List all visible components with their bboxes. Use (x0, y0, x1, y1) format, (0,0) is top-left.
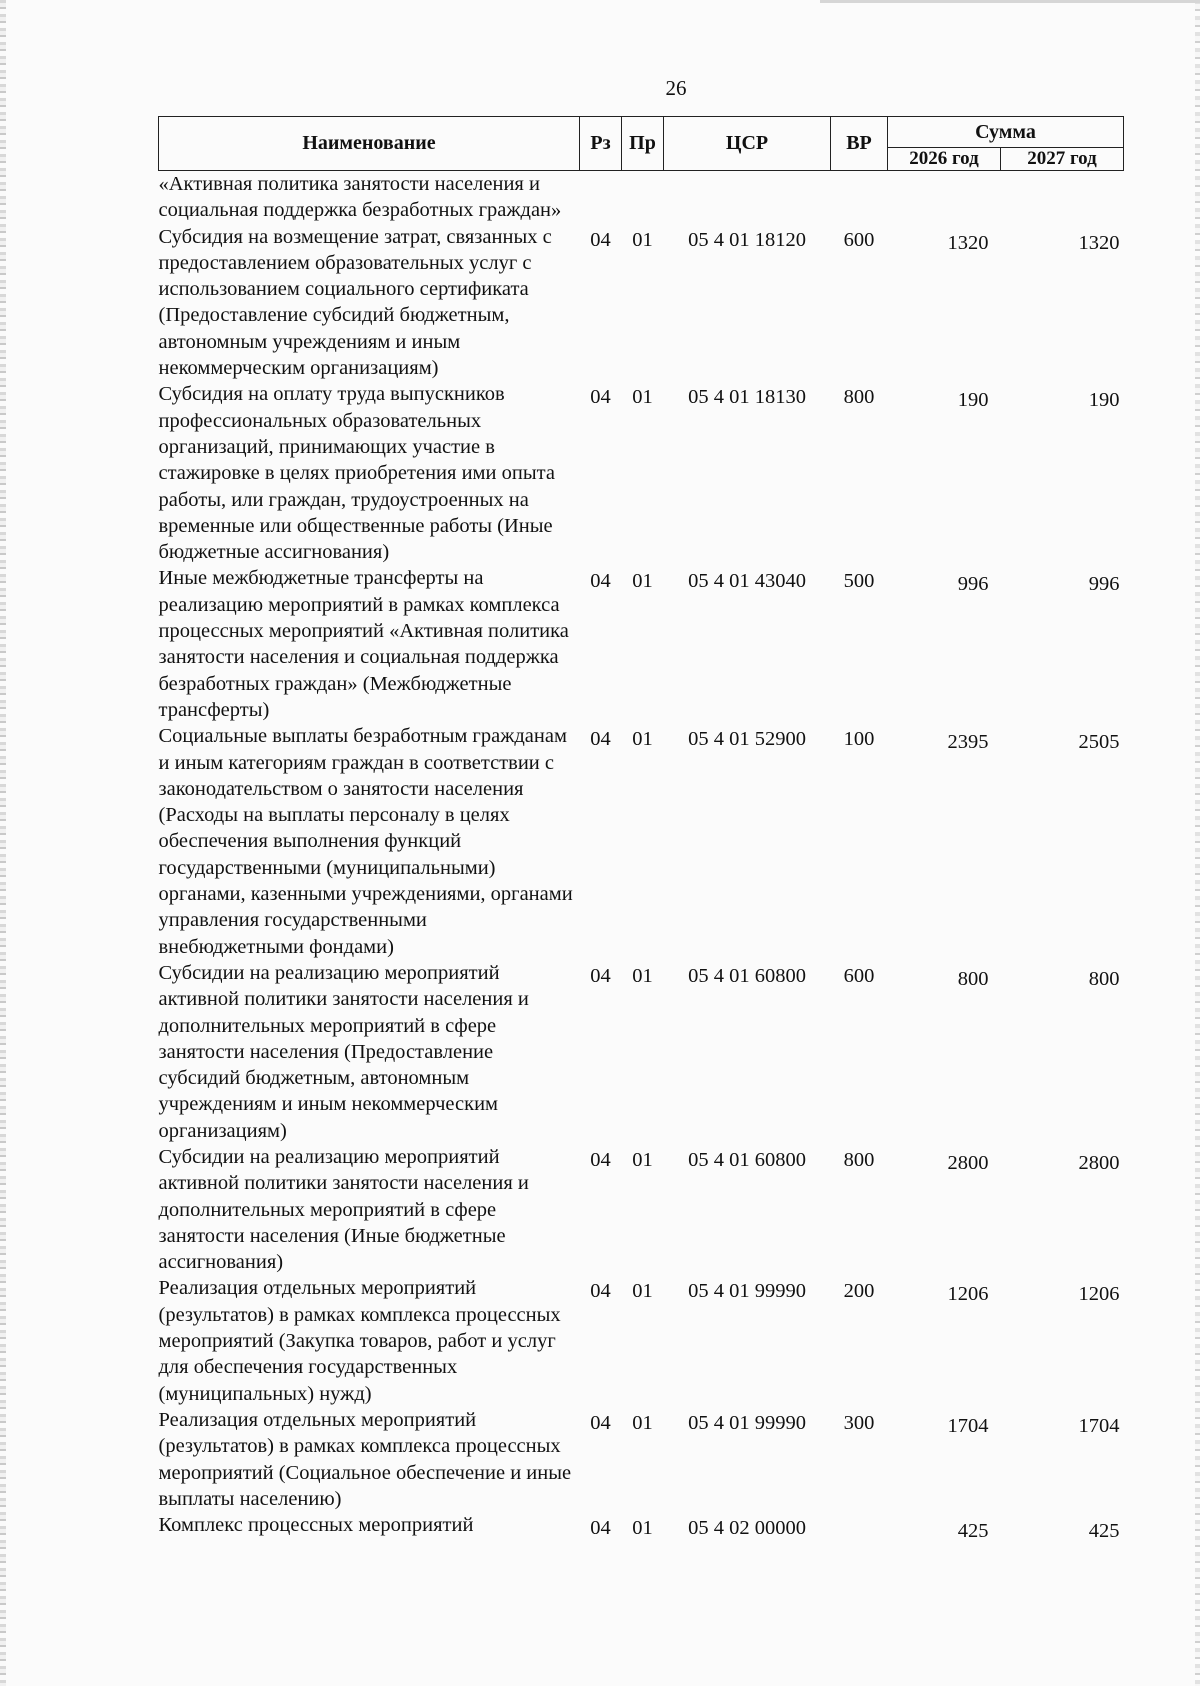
cell-name: Субсидия на возмещение затрат, связанных с предоставлением образовательных услуг с использованием социального сертификата (Предоставление субсидий бюджетным, автономным учреждениям и иным некоммерческим организациям) (158, 225, 552, 380)
cell-name: Реализация отдельных мероприятий (результатов) в рамках комплекса процессных мероприятий (Закупка товаров, работ и услуг для обеспечения государственных (муниципальных) нужд) (158, 1277, 561, 1405)
header-sum: Сумма (888, 117, 1124, 148)
cell-amount-2026: 190 (957, 389, 989, 412)
table-row (159, 224, 1124, 382)
cell-amount-2027 (1001, 171, 1124, 224)
budget-table (158, 116, 1124, 1544)
cell-pr: 01 (632, 1517, 653, 1540)
header-name: Наименование (159, 117, 580, 171)
cell-rz (580, 171, 622, 224)
cell-pr: 01 (632, 228, 653, 251)
cell-amount-2027: 1320 (1078, 231, 1120, 254)
cell-vr (831, 1512, 888, 1544)
cell-amount-2026 (888, 171, 1001, 224)
cell-vr: 800 (843, 1148, 875, 1171)
header-year-2027: 2027 год (1001, 148, 1124, 171)
cell-rz: 04 (590, 1148, 611, 1171)
cell-pr: 01 (632, 728, 653, 751)
cell-name: Субсидии на реализацию мероприятий активной политики занятости населения и дополнительных мероприятий в сфере занятости населения (Предоставление субсидий бюджетным, автономным учреждениям и иным некоммерческим организациям) (158, 961, 529, 1142)
cell-csr: 05 4 01 43040 (688, 570, 806, 593)
cell-name: «Активная политика занятости населения и социальная поддержка безработных граждан» (158, 173, 562, 222)
table-row (159, 1144, 1124, 1275)
cell-name: Иные межбюджетные трансферты на реализацию мероприятий в рамках комплекса процессных мероприятий «Активная политика занятости населения и социальная поддержка безработных граждан» (Межбюджетные трансферты) (158, 567, 569, 721)
header-vr: ВР (831, 117, 888, 171)
table-row (159, 1407, 1124, 1512)
cell-csr: 05 4 01 60800 (688, 1148, 806, 1171)
cell-rz: 04 (590, 964, 611, 987)
cell-rz: 04 (590, 1411, 611, 1434)
cell-amount-2027: 800 (1088, 967, 1120, 990)
cell-vr: 200 (843, 1280, 875, 1303)
cell-amount-2026: 1320 (947, 231, 989, 254)
cell-rz: 04 (590, 1517, 611, 1540)
cell-amount-2027: 190 (1088, 389, 1120, 412)
header-rz: Рз (580, 117, 622, 171)
cell-amount-2027: 2800 (1078, 1151, 1120, 1174)
table-row (159, 1512, 1124, 1544)
cell-csr (664, 171, 831, 224)
cell-amount-2027: 1206 (1078, 1283, 1120, 1306)
budget-table-container (158, 116, 1123, 1544)
cell-csr: 05 4 01 52900 (688, 728, 806, 751)
cell-pr: 01 (632, 1411, 653, 1434)
cell-vr: 600 (843, 228, 875, 251)
header-csr: ЦСР (664, 117, 831, 171)
cell-pr (622, 171, 664, 224)
header-year-2026: 2026 год (888, 148, 1001, 171)
cell-amount-2026: 2800 (947, 1151, 989, 1174)
cell-csr: 05 4 01 99990 (688, 1411, 806, 1434)
table-row (159, 1275, 1124, 1406)
cell-amount-2026: 1206 (947, 1283, 989, 1306)
cell-pr: 01 (632, 386, 653, 409)
cell-amount-2027: 425 (1088, 1520, 1120, 1543)
cell-amount-2027: 1704 (1078, 1414, 1120, 1437)
table-row (159, 381, 1124, 565)
cell-vr: 800 (843, 386, 875, 409)
scan-edge-top (820, 0, 1200, 3)
cell-name: Субсидии на реализацию мероприятий активной политики занятости населения и дополнительных мероприятий в сфере занятости населения (Иные бюджетные ассигнования) (158, 1145, 529, 1274)
cell-vr: 300 (843, 1411, 875, 1434)
cell-rz: 04 (590, 1280, 611, 1303)
cell-name: Комплекс процессных мероприятий (158, 1514, 474, 1537)
cell-amount-2026: 1704 (947, 1414, 989, 1437)
cell-name: Социальные выплаты безработным гражданам и иным категориям граждан в соответствии с законодательством о занятости населения (Расходы на выплаты персоналу в целях обеспечения выполнения функций государственными (муниципальными) органами, казенными учреждениями, органами управления государственными внебюджетными фондами) (158, 725, 573, 958)
cell-pr: 01 (632, 1280, 653, 1303)
cell-pr: 01 (632, 1148, 653, 1171)
cell-csr: 05 4 01 18130 (688, 386, 806, 409)
table-row (159, 565, 1124, 723)
cell-rz: 04 (590, 386, 611, 409)
cell-csr: 05 4 01 60800 (688, 964, 806, 987)
cell-name: Реализация отдельных мероприятий (результатов) в рамках комплекса процессных мероприятий (Социальное обеспечение и иные выплаты населению) (158, 1408, 572, 1510)
cell-csr: 05 4 02 00000 (688, 1517, 806, 1540)
header-pr: Пр (622, 117, 664, 171)
cell-amount-2026: 2395 (947, 731, 989, 754)
cell-csr: 05 4 01 18120 (688, 228, 806, 251)
cell-name: Субсидия на оплату труда выпускников профессиональных образовательных организаций, принимающих участие в стажировке в целях приобретения ими опыта работы, или граждан, трудоустроенных на временные или общественные работы (Иные бюджетные ассигнования) (158, 383, 555, 564)
cell-amount-2027: 996 (1088, 573, 1120, 596)
table-body (159, 171, 1124, 1545)
cell-pr: 01 (632, 570, 653, 593)
cell-csr: 05 4 01 99990 (688, 1280, 806, 1303)
cell-rz: 04 (590, 728, 611, 751)
cell-rz: 04 (590, 228, 611, 251)
cell-vr: 500 (843, 570, 875, 593)
cell-vr: 600 (843, 964, 875, 987)
scan-edge-right (1195, 0, 1200, 1686)
table-row (159, 723, 1124, 960)
cell-amount-2027: 2505 (1078, 731, 1120, 754)
table-header (159, 117, 1124, 171)
cell-amount-2026: 996 (957, 573, 989, 596)
cell-vr: 100 (843, 728, 875, 751)
cell-pr: 01 (632, 964, 653, 987)
cell-amount-2026: 425 (957, 1520, 989, 1543)
cell-amount-2026: 800 (957, 967, 989, 990)
table-row (159, 960, 1124, 1144)
cell-rz: 04 (590, 570, 611, 593)
page-number: 26 (665, 76, 687, 100)
table-row (159, 171, 1124, 224)
cell-vr (831, 171, 888, 224)
scan-edge-left (0, 0, 6, 1686)
